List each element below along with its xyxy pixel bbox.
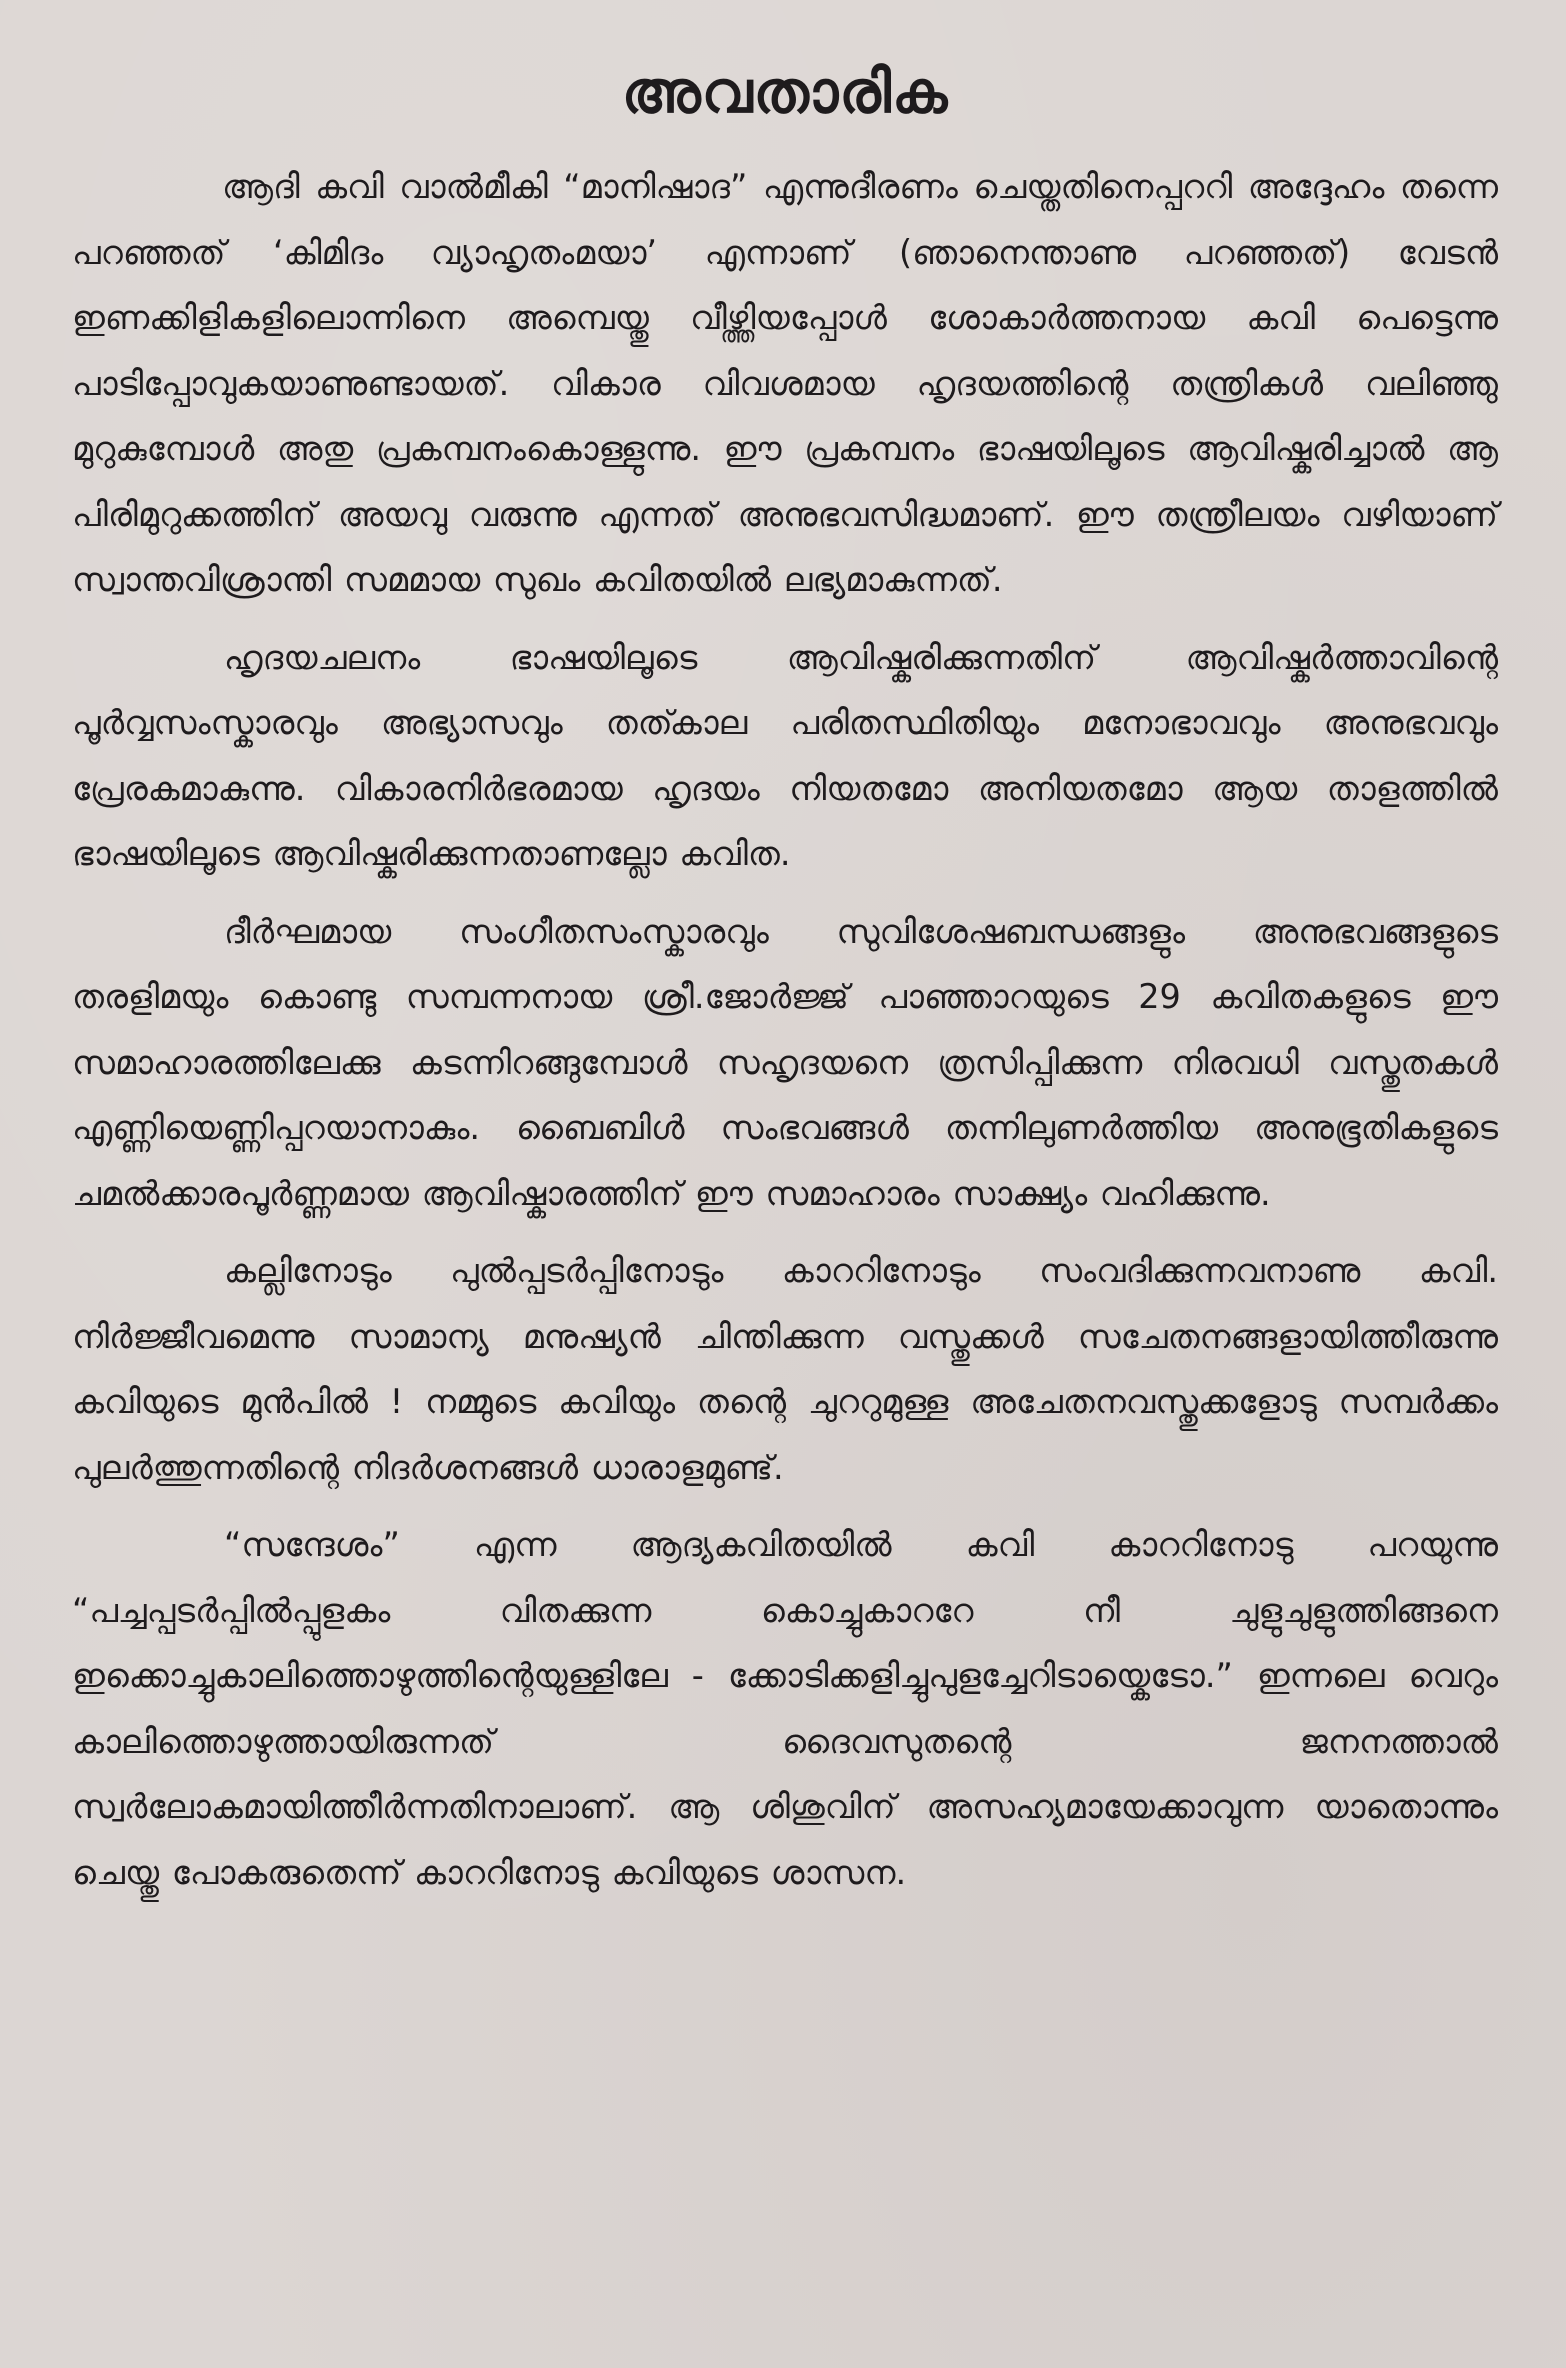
paragraph-5: “സന്ദേശം” എന്ന ആദ്യകവിതയിൽ കവി കാററിനോടു പറയുന്നു “പച്ചപ്പടർപ്പിൽപ്പുളകം വിതക്കുന്ന കൊച്ചുകാററേ നീ ചുളുചുളുത്തിങ്ങനെ ഇക്കൊച്ചുകാലിത്തൊഴുത്തിന്റെയുള്ളിലേ - ക്കോടിക്കളിച്ചുപുളച്ചേറിടായ്കെടോ.” ഇന്നലെ വെറും കാലിത്തൊഴുത്തായിരുന്നത് ദൈവസുതന്റെ ജനനത്താൽ സ്വർലോകമായിത്തീർന്നതിനാലാണ്. ആ ശിശുവിന് അസഹ്യമായേക്കാവുന്ന യാതൊന്നും ചെയ്തു പോകരുതെന്ന് കാററിനോടു കവിയുടെ ശാസന.	[72, 1525, 1498, 1892]
paragraph-3: ദീർഘമായ സംഗീതസംസ്കാരവും സുവിശേഷബന്ധങ്ങളും അനുഭവങ്ങളുടെ തരളിമയും കൊണ്ടു സമ്പന്നനായ ശ്രീ.ജോർജ്ജ് പാഞ്ഞാറയുടെ 29 കവിതകളുടെ ഈ സമാഹാരത്തിലേക്കു കടന്നിറങ്ങുമ്പോൾ സഹൃദയനെ ത്രസിപ്പിക്കുന്ന നിരവധി വസ്തുതകൾ എണ്ണിയെണ്ണിപ്പറയാനാകും. ബൈബിൾ സംഭവങ്ങൾ തന്നിലുണർത്തിയ അനുഭൂതികളുടെ ചമൽക്കാരപൂർണ്ണമായ ആവിഷ്കാരത്തിന് ഈ സമാഹാരം സാക്ഷ്യം വഹിക്കുന്നു.	[72, 911, 1498, 1213]
paragraph-4: കല്ലിനോടും പുൽപ്പടർപ്പിനോടും കാററിനോടും സംവദിക്കുന്നവനാണു കവി. നിർജ്ജീവമെന്നു സാമാന്യ മനുഷ്യൻ ചിന്തിക്കുന്ന വസ്തുക്കൾ സചേതനങ്ങളായിത്തീരുന്നു കവിയുടെ മുൻപിൽ ! നമ്മുടെ കവിയും തന്റെ ചുററുമുള്ള അചേതനവസ്തുക്കളോടു സമ്പർക്കം പുലർത്തുന്നതിന്റെ നിദർശനങ്ങൾ ധാരാളമുണ്ട്.	[72, 1251, 1498, 1487]
paragraph-1: ആദി കവി വാൽമീകി “മാനിഷാദ” എന്നുദീരണം ചെയ്തതിനെപ്പററി അദ്ദേഹം തന്നെ പറഞ്ഞത് ‘കിമിദം വ്യാഹൃതംമയാ’ എന്നാണ് (ഞാനെന്താണു പറഞ്ഞത്) വേടൻ ഇണക്കിളികളിലൊന്നിനെ അമ്പെയ്തു വീഴ്ത്തിയപ്പോൾ ശോകാർത്തനായ കവി പെട്ടെന്നു പാടിപ്പോവുകയാണുണ്ടായത്. വികാര വിവശമായ ഹൃദയത്തിന്റെ തന്ത്രികൾ വലിഞ്ഞു മുറുകുമ്പോൾ അതു പ്രകമ്പനംകൊള്ളുന്നു. ഈ പ്രകമ്പനം ഭാഷയിലൂടെ ആവിഷ്കരിച്ചാൽ ആ പിരിമുറുക്കത്തിന് അയവു വരുന്നു എന്നത് അനുഭവസിദ്ധമാണ്. ഈ തന്ത്രീലയം വഴിയാണ് സ്വാന്തവിശ്രാന്തി സമമായ സുഖം കവിതയിൽ ലഭ്യമാകുന്നത്.	[72, 167, 1498, 599]
page-title: അവതാരിക	[621, 58, 949, 126]
paragraph-2: ഹൃദയചലനം ഭാഷയിലൂടെ ആവിഷ്കരിക്കുന്നതിന് ആവിഷ്കർത്താവിന്റെ പൂർവ്വസംസ്കാരവും അഭ്യാസവും തത്കാല പരിതസ്ഥിതിയും മനോഭാവവും അനുഭവവും പ്രേരകമാകുന്നു. വികാരനിർഭരമായ ഹൃദയം നിയതമോ അനിയതമോ ആയ താളത്തിൽ ഭാഷയിലൂടെ ആവിഷ്കരിക്കുന്നതാണല്ലോ കവിത.	[72, 637, 1498, 873]
